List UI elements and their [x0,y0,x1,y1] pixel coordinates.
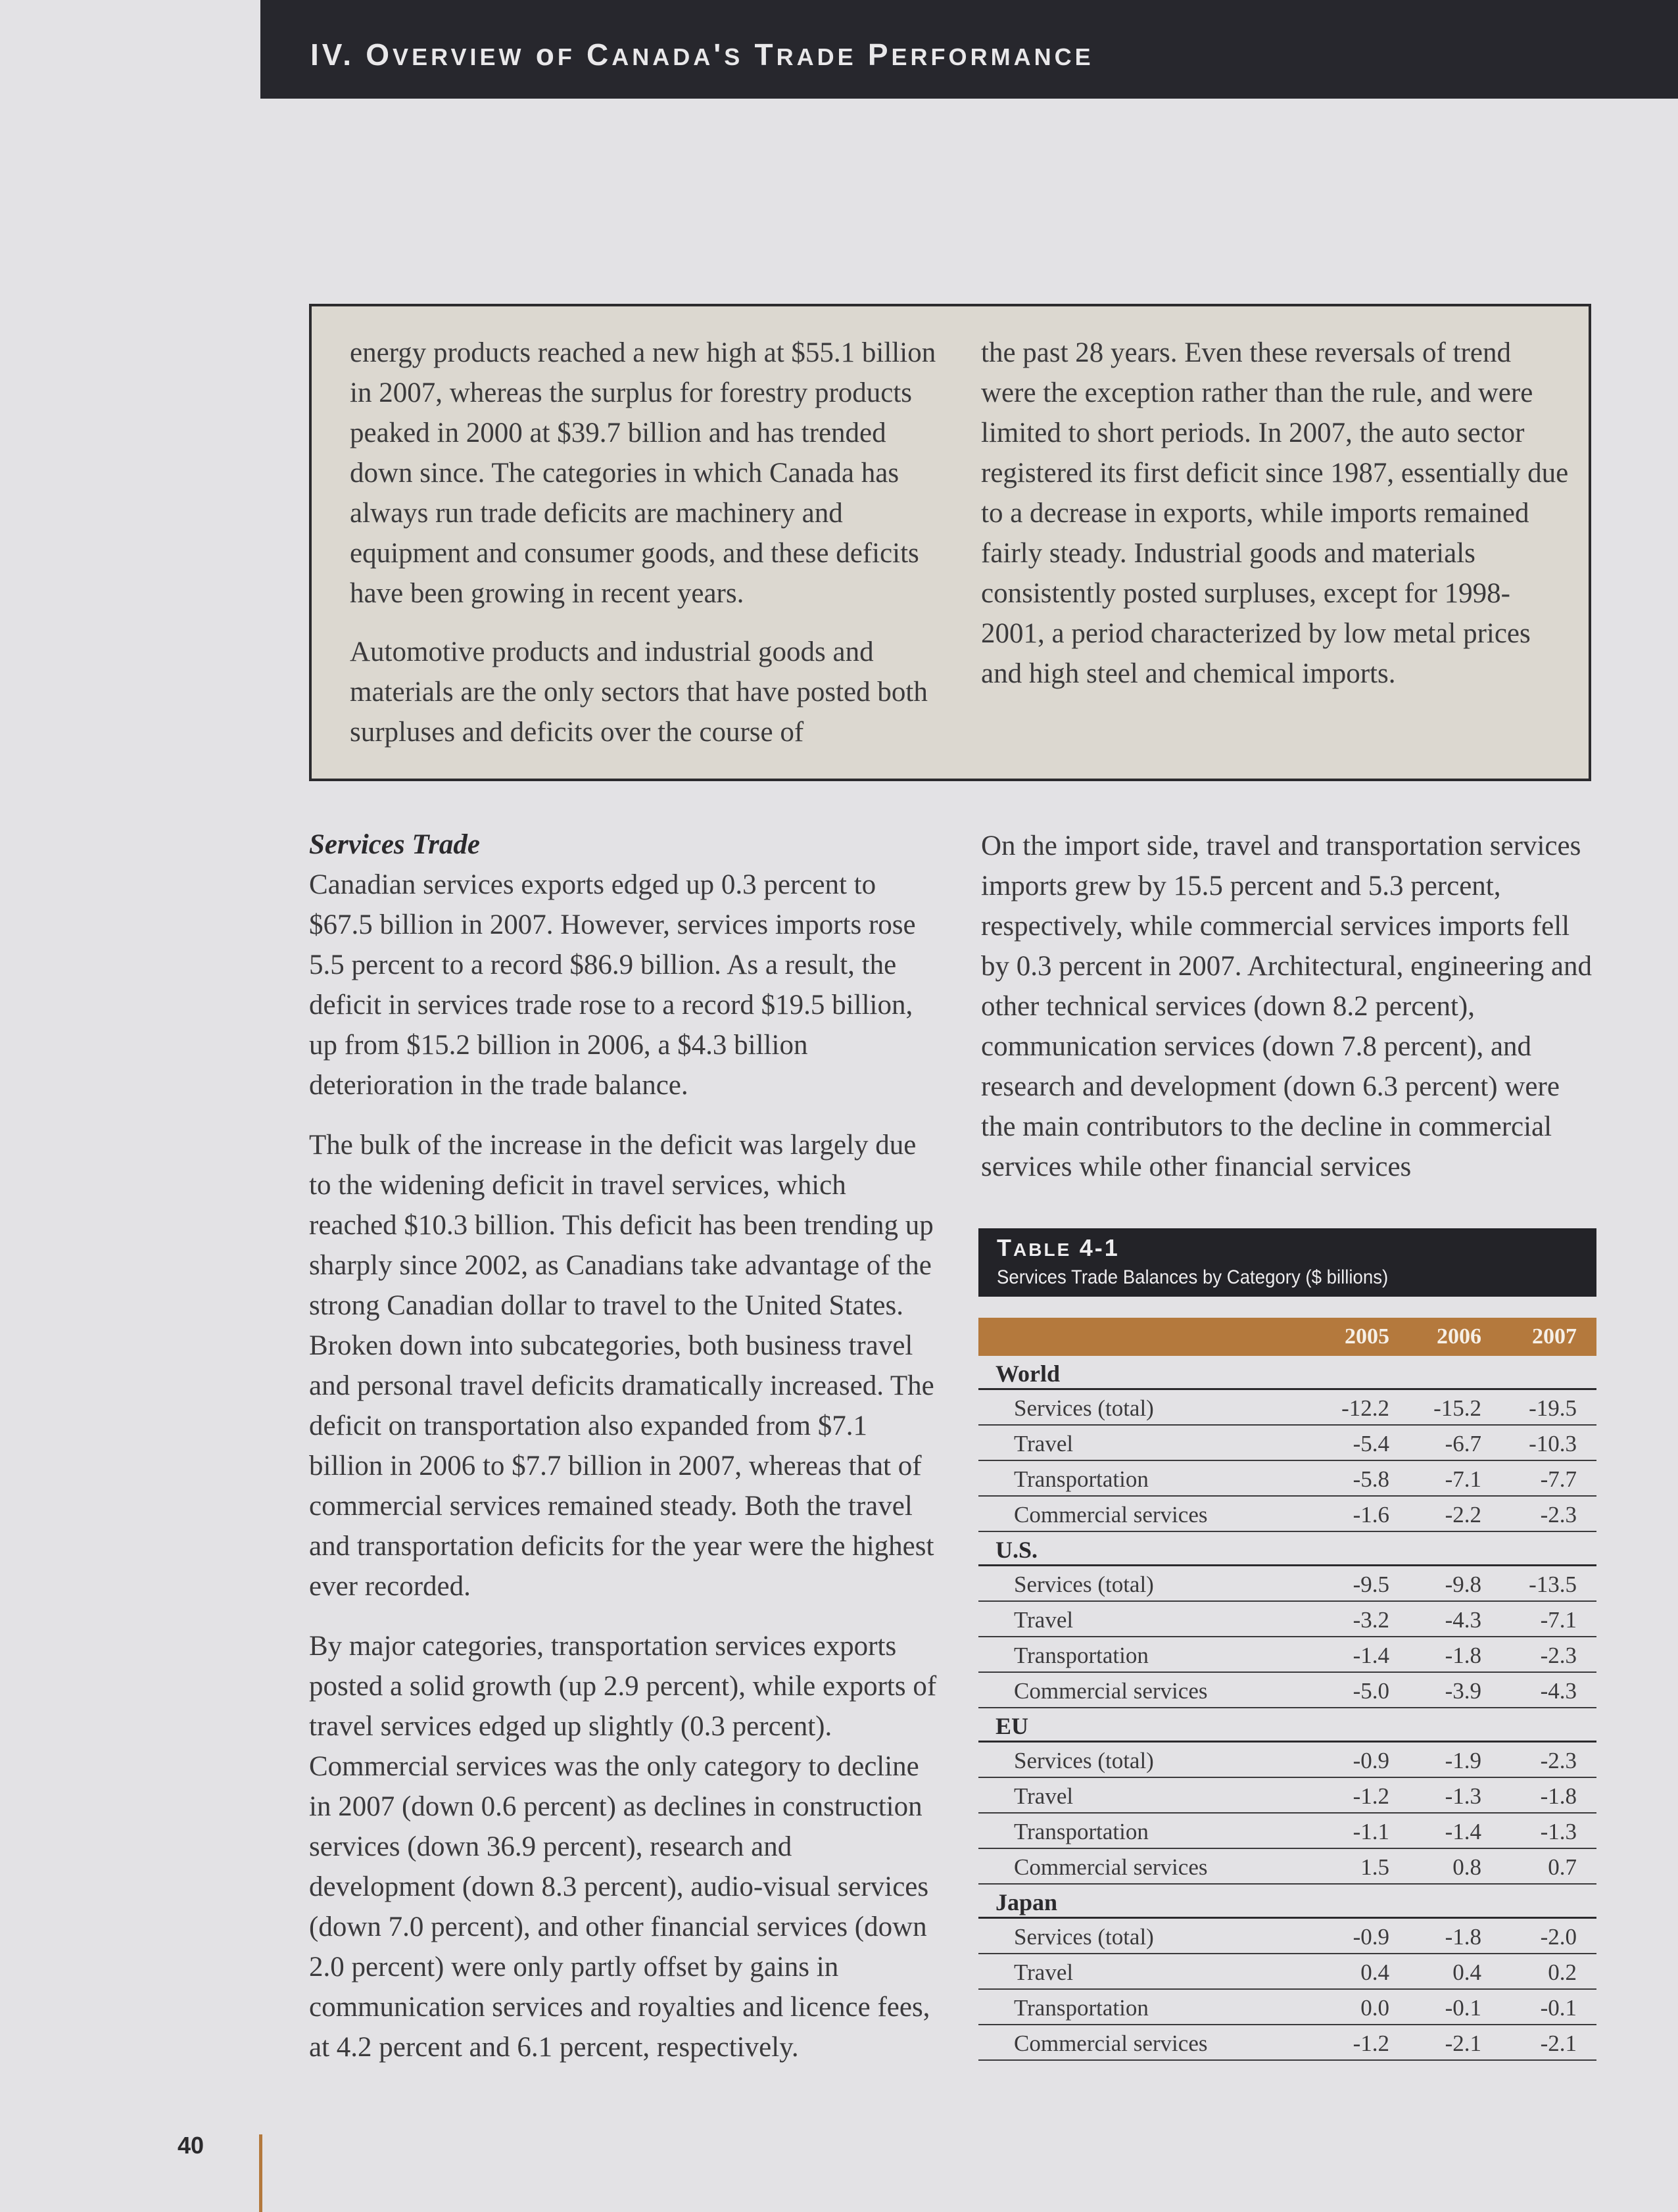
summary-box-right-column [981,333,1573,712]
body-right-column [981,826,1599,1207]
table-cell: -5.0 [1353,1678,1389,1704]
table-cell: -0.9 [1353,1748,1389,1773]
table-row [978,1426,1596,1461]
table-cell: -3.2 [1353,1607,1389,1633]
table-cell: 0.0 [1360,1995,1389,2021]
table-row [978,2025,1596,2061]
table-row [978,1461,1596,1497]
body-paragraph: On the import side, travel and transportation services imports grew by 15.5 percent and 5.3 percent, respectively, while commercial services imports fell by 0.3 percent in 2007. Architectural, engineering and other technical services (down 8.2 percent), communication services (down 7.8 percent), and research and development (down 6.3 percent) were the main contributors to the decline in commercial services while other financial services [981,830,1592,1182]
table-cell: -1.4 [1353,1643,1389,1668]
table-cell: -0.9 [1353,1924,1389,1950]
table-cell: -7.1 [1540,1607,1577,1633]
table-cell: 0.8 [1452,1854,1481,1880]
footer-rule [259,2134,262,2212]
summary-box-left-column [350,333,942,771]
table-cell: -0.1 [1445,1995,1481,2021]
row-label: Transportation [1014,1819,1149,1844]
table-row [978,1990,1596,2025]
table-cell: -1.8 [1445,1924,1481,1950]
table-cell: -1.1 [1353,1819,1389,1844]
table-body [978,1356,1596,2061]
body-paragraph: The bulk of the increase in the deficit was largely due to the widening deficit in travel services, which reached $10.3 billion. This deficit has been trending up sharply since 2002, as Canadians take advantage of the strong Canadian dollar to travel to the United States. Broken down into subcategories, both business travel and personal travel deficits dramatically increased. The deficit on transportation also expanded from $7.1 billion in 2006 to $7.7 billion in 2007, whereas that of commercial services remained steady. Both the travel and transportation deficits for the year were the highest ever recorded. [309,1130,934,1602]
group-label: World [995,1360,1061,1387]
table-cell: 0.4 [1452,1960,1481,1985]
table-cell: -0.1 [1540,1995,1577,2021]
row-label: Commercial services [1014,1502,1208,1527]
table-cell: -1.8 [1540,1783,1577,1809]
table-cell: -7.1 [1445,1466,1481,1492]
table-cell: -2.3 [1540,1502,1577,1527]
table-row [978,1637,1596,1673]
table-group-row [978,1532,1596,1566]
table-cell: -2.3 [1540,1643,1577,1668]
row-label: Services (total) [1014,1924,1154,1950]
row-label: Transportation [1014,1466,1149,1492]
table-cell: 0.4 [1360,1960,1389,1985]
table-cell: -3.9 [1445,1678,1481,1704]
row-label: Commercial services [1014,1678,1208,1704]
table-group-row [978,1885,1596,1919]
table-cell: -1.9 [1445,1748,1481,1773]
table-cell: -4.3 [1540,1678,1577,1704]
column-header: 2005 [1345,1324,1389,1349]
table-cell: -2.0 [1540,1924,1577,1950]
table-row [978,1743,1596,1778]
group-label: U.S. [995,1537,1038,1563]
summary-box [309,304,1591,781]
table-cell: -15.2 [1433,1395,1481,1421]
table-cell: -2.3 [1540,1748,1577,1773]
summary-paragraph: Automotive products and industrial goods and materials are the only sectors that have posted both surpluses and deficits over the course of [350,637,928,748]
table-cell: -13.5 [1529,1572,1577,1597]
table-cell: -1.6 [1353,1502,1389,1527]
column-header: 2006 [1437,1324,1481,1349]
services-trade-table [978,1228,1596,2061]
table-cell: -5.4 [1353,1431,1389,1456]
body-paragraph: Canadian services exports edged up 0.3 percent to $67.5 billion in 2007. However, services imports rose 5.5 percent to a record $86.9 billion. As a result, the deficit in services trade rose to a record $19.5 billion, up from $15.2 billion in 2006, a $4.3 billion deterioration in the trade balance. [309,869,916,1101]
table-cell: -9.8 [1445,1572,1481,1597]
body-left-column [309,825,940,2087]
table-row [978,1778,1596,1814]
row-label: Transportation [1014,1995,1149,2021]
table-cell: -6.7 [1445,1431,1481,1456]
table-cell: 1.5 [1360,1854,1389,1880]
table-cell: -12.2 [1341,1395,1389,1421]
row-label: Transportation [1014,1643,1149,1668]
row-label: Travel [1014,1783,1074,1809]
table-cell: 0.7 [1548,1854,1577,1880]
table-subtitle: Services Trade Balances by Category ($ billions) [997,1266,1389,1288]
table-cell: -5.8 [1353,1466,1389,1492]
row-label: Commercial services [1014,2031,1208,2056]
table-cell: -1.3 [1445,1783,1481,1809]
body-paragraph: By major categories, transportation services exports posted a solid growth (up 2.9 percent), while exports of travel services edged up slightly (0.3 percent). Commercial services was the only category to decline in 2007 (down 0.6 percent) as declines in construction services (down 36.9 percent), research and development (down 8.3 percent), audio-visual services (down 7.0 percent), and other financial services (down 2.0 percent) were only partly offset by gains in communication services and royalties and licence fees, at 4.2 percent and 6.1 percent, respectively. [309,1631,937,2063]
summary-paragraph: energy products reached a new high at $55.1 billion in 2007, whereas the surplus for forestry products peaked in 2000 at $39.7 billion and has trended down since. The categories in which Canada has always run trade deficits are machinery and equipment and consumer goods, and these deficits have been growing in recent years. [350,337,936,609]
column-header: 2007 [1532,1324,1577,1349]
table-cell: -1.2 [1353,1783,1389,1809]
table-row [978,1849,1596,1885]
table-row [978,1566,1596,1602]
row-label: Travel [1014,1960,1074,1985]
table-row [978,1497,1596,1532]
group-label: EU [995,1713,1029,1739]
table-cell: -1.3 [1540,1819,1577,1844]
table-cell: -2.1 [1445,2031,1481,2056]
chapter-title: IV. OVERVIEW oF CANADA'S TRADE PERFORMANCE [310,37,1094,72]
table-cell: -19.5 [1529,1395,1577,1421]
table-cell: -10.3 [1529,1431,1577,1456]
table-row [978,1602,1596,1637]
table-header-row [978,1318,1596,1356]
row-label: Services (total) [1014,1572,1154,1597]
table-cell: 0.2 [1548,1960,1577,1985]
table-cell: -1.4 [1445,1819,1481,1844]
row-label: Services (total) [1014,1395,1154,1421]
row-label: Travel [1014,1607,1074,1633]
section-heading: Services Trade [309,829,480,860]
table-row [978,1814,1596,1849]
table-row [978,1954,1596,1990]
table-cell: -2.2 [1445,1502,1481,1527]
table-cell: -4.3 [1445,1607,1481,1633]
table-caption [978,1228,1596,1297]
table-group-row [978,1708,1596,1743]
table-row [978,1673,1596,1708]
group-label: Japan [995,1889,1058,1915]
table-row [978,1390,1596,1426]
table-cell: -2.1 [1540,2031,1577,2056]
table-row [978,1919,1596,1954]
page-number: 40 [178,2132,204,2159]
row-label: Travel [1014,1431,1074,1456]
table-cell: -9.5 [1353,1572,1389,1597]
table-cell: -7.7 [1540,1466,1577,1492]
table-label: TABLE 4-1 [997,1234,1120,1261]
table-group-row [978,1356,1596,1390]
row-label: Commercial services [1014,1854,1208,1880]
row-label: Services (total) [1014,1748,1154,1773]
summary-paragraph: the past 28 years. Even these reversals of trend were the exception rather than the rule, and were limited to short periods. In 2007, the auto sector registered its first deficit since 1987, essentially due to a decrease in exports, while imports remained fairly steady. Industrial goods and materials consistently posted surpluses, except for 1998-2001, a period characterized by low metal prices and high steel and chemical imports. [981,337,1569,689]
table-cell: -1.2 [1353,2031,1389,2056]
table-cell: -1.8 [1445,1643,1481,1668]
